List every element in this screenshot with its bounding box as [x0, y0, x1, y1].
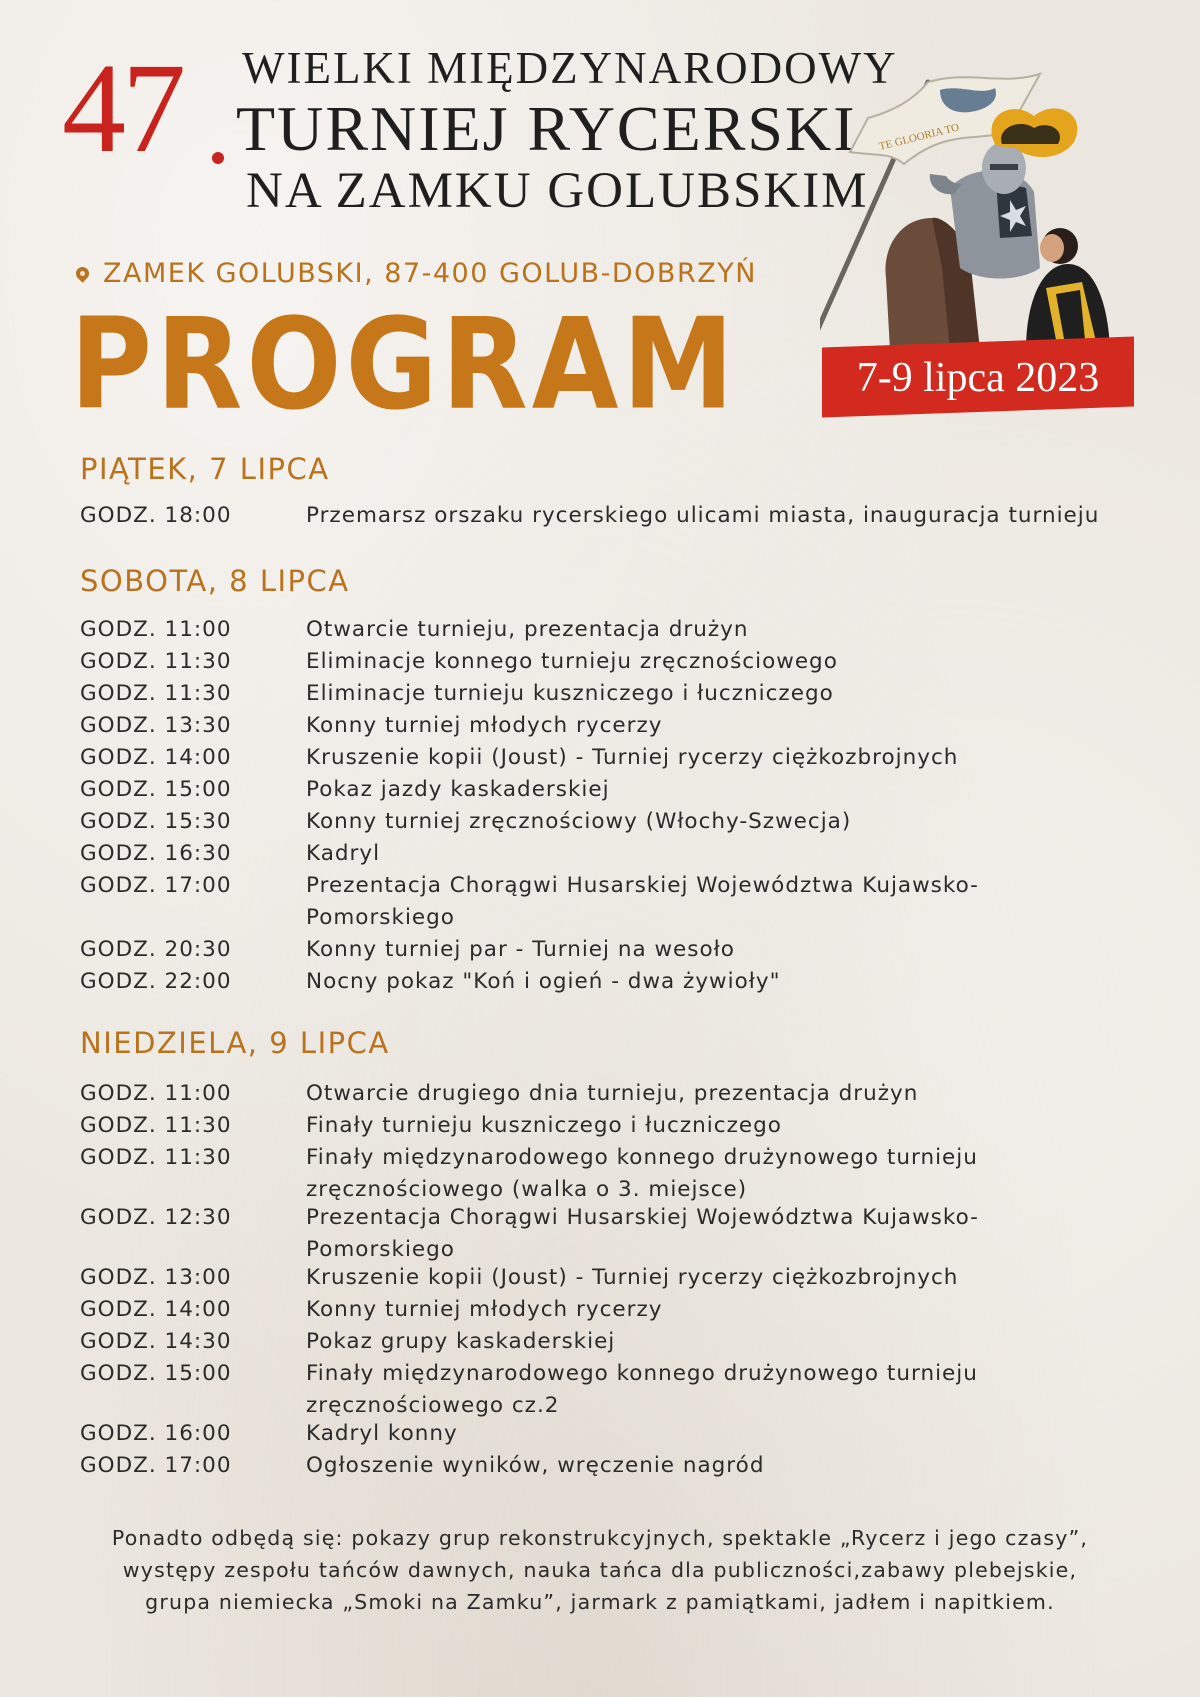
event-description: Finały międzynarodowego konnego drużynowego turnieju zręcznościowego (walka o 3. miejsce)	[306, 1145, 978, 1202]
banner-text: TE GLOORIA TO	[877, 121, 961, 153]
event-description: Przemarsz orszaku rycerskiego ulicami miasta, inauguracja turnieju	[306, 503, 1100, 528]
event-time: GODZ. 14:30	[80, 1329, 232, 1354]
event-description: Konny turniej par - Turniej na wesoło	[306, 937, 735, 962]
event-description: Kruszenie kopii (Joust) - Turniej rycerzy ciężkozbrojnych	[306, 745, 959, 770]
footer-line-3: grupa niemiecka „Smoki na Zamku”, jarmark z pamiątkami, jadłem i napitkiem.	[145, 1590, 1055, 1614]
footer-line-2: występy zespołu tańców dawnych, nauka tańca dla publiczności,zabawy plebejskie,	[122, 1558, 1078, 1582]
event-description: Kadryl	[306, 841, 381, 866]
event-description: Kadryl konny	[306, 1421, 458, 1446]
event-description: Eliminacje konnego turnieju zręcznościowego	[306, 649, 838, 674]
location	[76, 258, 757, 289]
event-description: Finały międzynarodowego konnego drużynowego turnieju zręcznościowego cz.2	[306, 1361, 978, 1418]
event-time: GODZ. 13:30	[80, 713, 232, 738]
event-time: GODZ. 11:30	[80, 649, 232, 674]
event-description: Otwarcie turnieju, prezentacja drużyn	[306, 617, 749, 642]
event-time: GODZ. 17:00	[80, 1453, 232, 1478]
location-text: ZAMEK GOLUBSKI, 87-400 GOLUB-DOBRZYŃ	[103, 258, 757, 289]
event-time: GODZ. 22:00	[80, 969, 232, 994]
footer-note	[60, 1522, 1140, 1618]
event-description: Kruszenie kopii (Joust) - Turniej rycerzy ciężkozbrojnych	[306, 1265, 959, 1290]
event-time: GODZ. 14:00	[80, 1297, 232, 1322]
day-heading-friday: PIĄTEK, 7 LIPCA	[80, 452, 330, 486]
title-line-3: NA ZAMKU GOLUBSKIM	[246, 163, 869, 219]
event-time: GODZ. 12:30	[80, 1205, 232, 1230]
event-description: Konny turniej zręcznościowy (Włochy-Szwecja)	[306, 809, 852, 834]
event-description: Konny turniej młodych rycerzy	[306, 713, 663, 738]
event-description: Pokaz jazdy kaskaderskiej	[306, 777, 610, 802]
event-description: Eliminacje turnieju kuszniczego i łuczniczego	[306, 681, 834, 706]
edition-number: 47	[62, 37, 182, 179]
event-time: GODZ. 11:00	[80, 1081, 232, 1106]
event-time: GODZ. 11:00	[80, 617, 232, 642]
event-description: Nocny pokaz "Koń i ogień - dwa żywioły"	[306, 969, 781, 994]
event-description: Prezentacja Chorągwi Husarskiej Województwa Kujawsko-Pomorskiego	[306, 1205, 979, 1262]
event-time: GODZ. 15:00	[80, 1361, 232, 1386]
event-time: GODZ. 18:00	[80, 503, 232, 528]
map-pin-icon	[73, 264, 91, 282]
event-description: Prezentacja Chorągwi Husarskiej Województwa Kujawsko-Pomorskiego	[306, 873, 979, 930]
edition-dot	[212, 152, 224, 164]
footer-line-1: Ponadto odbędą się: pokazy grup rekonstrukcyjnych, spektakle „Rycerz i jego czasy”,	[111, 1526, 1089, 1550]
event-time: GODZ. 13:00	[80, 1265, 232, 1290]
event-description: Ogłoszenie wyników, wręczenie nagród	[306, 1453, 765, 1478]
event-time: GODZ. 17:00	[80, 873, 232, 898]
event-time: GODZ. 11:30	[80, 1145, 232, 1170]
day-heading-sunday: NIEDZIELA, 9 LIPCA	[80, 1026, 390, 1060]
event-time: GODZ. 11:30	[80, 681, 232, 706]
event-description: Otwarcie drugiego dnia turnieju, prezentacja drużyn	[306, 1081, 919, 1106]
program-heading: PROGRAM	[70, 292, 738, 438]
event-description: Finały turnieju kuszniczego i łuczniczego	[306, 1113, 782, 1138]
event-time: GODZ. 11:30	[80, 1113, 232, 1138]
event-time: GODZ. 15:00	[80, 777, 232, 802]
event-time: GODZ. 14:00	[80, 745, 232, 770]
date-text: 7-9 lipca 2023	[856, 355, 1100, 401]
event-time: GODZ. 20:30	[80, 937, 232, 962]
event-description: Konny turniej młodych rycerzy	[306, 1297, 663, 1322]
knight-illustration	[820, 68, 1120, 350]
title-line-1: WIELKI MIĘDZYNARODOWY	[242, 43, 898, 93]
day-heading-saturday: SOBOTA, 8 LIPCA	[80, 564, 350, 598]
event-time: GODZ. 15:30	[80, 809, 232, 834]
title-line-2: TURNIEJ RYCERSKI	[236, 93, 857, 164]
event-time: GODZ. 16:30	[80, 841, 232, 866]
event-description: Pokaz grupy kaskaderskiej	[306, 1329, 616, 1354]
event-time: GODZ. 16:00	[80, 1421, 232, 1446]
